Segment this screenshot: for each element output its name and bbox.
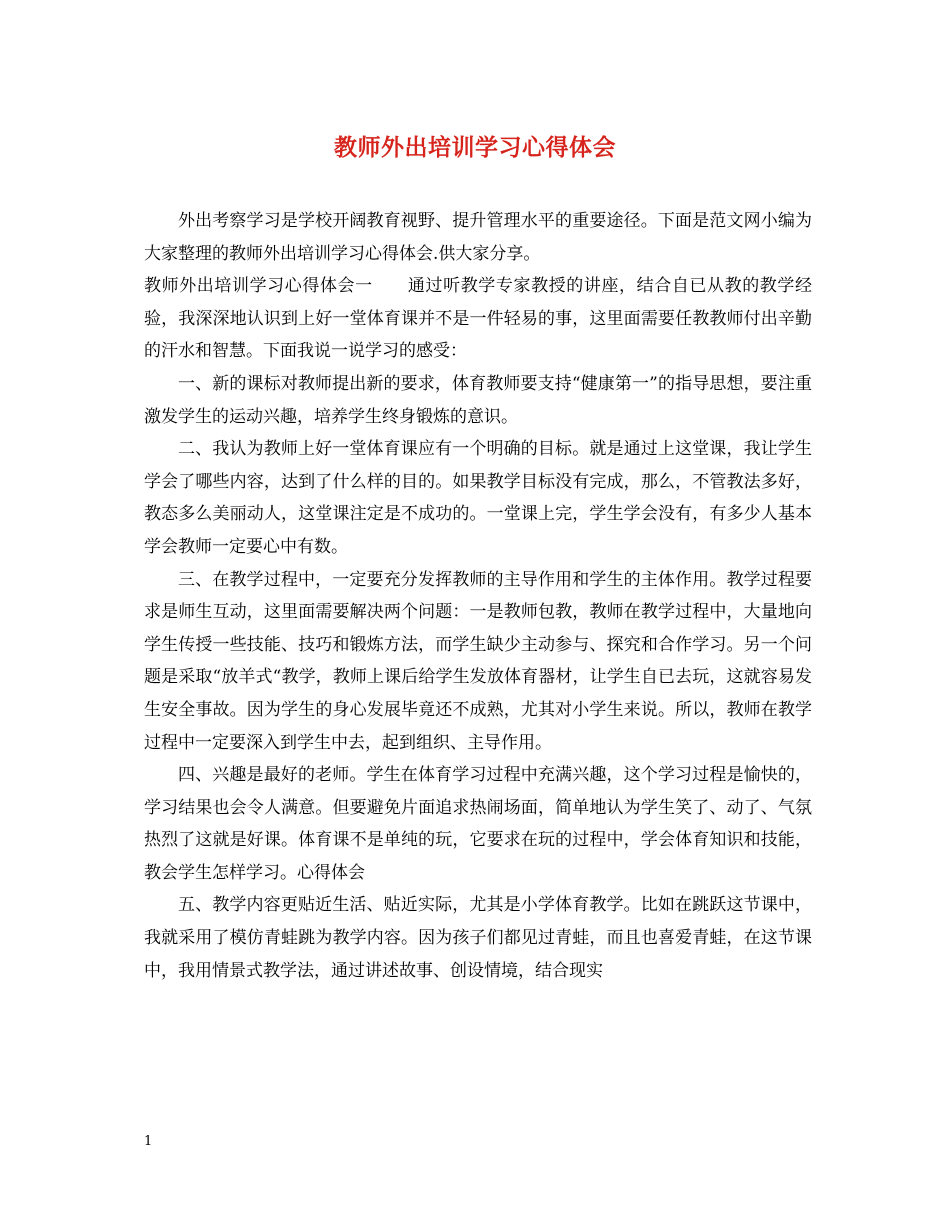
page-number: 1 <box>144 1134 153 1149</box>
paragraph-point-5: 五、教学内容更贴近生活、贴近实际，尤其是小学体育教学。比如在跳跃这节课中，我就采用了模仿青蛙跳为教学内容。因为孩子们都见过青蛙，而且也喜爱青蛙，在这节课中，我用情景式教学法，通过讲述故事、创设情境，结合现实 <box>144 895 812 981</box>
paragraph-section-heading: 教师外出培训学习心得体会一 通过听教学专家教授的讲座，结合自已从教的教学经验，我深深地认识到上好一堂体育课并不是一件轻易的事，这里面需要任教教师付出辛勤的汗水和智慧。下面我说一说学习的感受： <box>144 276 812 362</box>
document-title: 教师外出培训学习心得体会 <box>334 134 616 161</box>
paragraph-point-4: 四、兴趣是最好的老师。学生在体育学习过程中充满兴趣，这个学习过程是愉快的，学习结果也会令人满意。但要避免片面追求热闹场面，简单地认为学生笑了、动了、气氛热烈了这就是好课。体育课不是单纯的玩，它要求在玩的过程中，学会体育知识和技能，教会学生怎样学习。心得体会 <box>144 765 812 883</box>
paragraph-point-1: 一、新的课标对教师提出新的要求，体育教师要支持“健康第一”的指导思想，要注重激发学生的运动兴趣，培养学生终身锻炼的意识。 <box>144 373 812 427</box>
paragraph-intro: 外出考察学习是学校开阔教育视野、提升管理水平的重要途径。下面是范文网小编为大家整理的教师外出培训学习心得体会.供大家分享。 <box>144 211 812 264</box>
paragraph-point-3: 三、在教学过程中，一定要充分发挥教师的主导作用和学生的主体作用。教学过程要求是师生互动，这里面需要解决两个问题：一是教师包教，教师在教学过程中，大量地向学生传授一些技能、技巧和锻炼方法，而学生缺少主动参与、探究和合作学习。另一个问题是采取“放羊式“教学，教师上课后给学生发放体育器材，让学生自已去玩，这就容易发生安全事故。因为学生的身心发展毕竟还不成熟，尤其对小学生来说。所以，教师在教学过程中一定要深入到学生中去，起到组织、主导作用。 <box>144 569 812 753</box>
paragraph-point-2: 二、我认为教师上好一堂体育课应有一个明确的目标。就是通过上这堂课，我让学生学会了哪些内容，达到了什么样的目的。如果教学目标没有完成，那么，不管教法多好，教态多么美丽动人，这堂课注定是不成功的。一堂课上完，学生学会没有，有多少人基本学会教师一定要心中有数。 <box>144 439 812 557</box>
document-body <box>144 205 812 987</box>
